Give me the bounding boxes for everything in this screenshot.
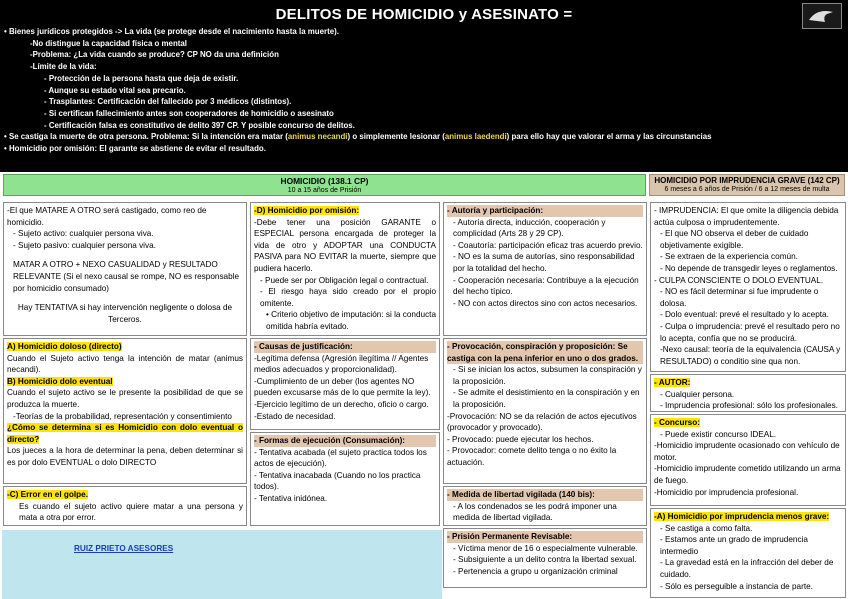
- col4-box1: - IMPRUDENCIA: El que omite la diligencia debida actúa culposa o imprudentemente. - El que NO observa el deber de cuidado objetivamente exigible. - Se extraen de la experiencia común. - No depende de transgedir leyes o reglamentos. - CULPA CONSCIENTE O DOLO EVENTUAL. - NO es fácil determinar si fue imprudente o dolosa. - Dolo eventual: prevé el resultado y lo acepta. - Culpa o imprudencia: prevé el resultado pero no lo acepta, confía que no se producirá. -Nexo causal: teoría de la equivalencia (CAUSA y RESULTADO) o conditio sine qua non.: [650, 202, 846, 372]
- intro-line: - Protección de la persona hasta que deja de existir.: [44, 73, 239, 83]
- col4-box2: - AUTOR: - Cualquier persona. - Imprudencia profesional: sólo los profesionales.: [650, 374, 846, 412]
- tag-formas-ejecucion: - Formas de ejecución (Consumación):: [254, 435, 436, 447]
- tag-autoria: - Autoría y participación:: [447, 205, 643, 217]
- tag-omision: -D) Homicidio por omisión:: [254, 206, 360, 215]
- intro-line: -Problema: ¿La vida cuando se produce? CP NO da una definición: [30, 50, 279, 60]
- tag-menos-grave: -A) Homicidio por imprudencia menos grave:: [654, 512, 830, 521]
- intro-line-animus: • Se castiga la muerte de otra persona. Problema: Si la intención era matar (animus necandi) o simplemente lesionar (animus laedendi) para ello hay que valorar el arma y las circunstancias: [4, 132, 712, 142]
- tag-autor: - AUTOR:: [654, 378, 691, 387]
- intro-line: - Si certifican fallecimiento antes son cooperadores de homicidio o asesinato: [44, 108, 334, 118]
- intro-line: - Certificación falsa es constitutivo de delito 397 CP. Y posible concurso de delitos.: [44, 120, 355, 130]
- col3-box3: - Medida de libertad vigilada (140 bis): - A los condenados se les podrá imponer una medida de libertad vigilada.: [443, 486, 647, 526]
- intro-line: -No distingue la capacidad física o mental: [30, 38, 187, 48]
- col3-box2: - Provocación, conspiración y proposición: Se castiga con la pena inferior en uno o dos grados. - Si se inician los actos, subsumen la conspiración y la proposición. - Se admite el desistimiento en la conspiración y en la proposición. -Provocación: NO se da relación de actos ejecutivos (provocador y provocado). - Provocado: puede ejecutar los hechos. - Provocador: comete delito tenga o no éxito la actuación.: [443, 338, 647, 484]
- tag-concurso: - Concurso:: [654, 418, 700, 427]
- col1-box1: -El que MATARE A OTRO será castigado, como reo de homicidio. - Sujeto activo: cualquier persona viva. - Sujeto pasivo: cualquier persona viva. MATAR A OTRO + NEXO CASUALIDAD y RESULTADO RELEVANTE (Si el nexo causal se rompe, NO es responsable por homicidio consumado) Hay TENTATIVA si hay intervención negligente o dolosa de Terceros.: [3, 202, 247, 336]
- tag-doloso-directo: A) Homicidio doloso (directo): [7, 342, 122, 351]
- intro-line: - Aunque su estado vital sea precario.: [44, 85, 186, 95]
- col4-box4: -A) Homicidio por imprudencia menos grave: - Se castiga a como falta. - Estamos ante un grado de imprudencia intermedio - La gravedad está en la infracción del deber de cuidado. - Sólo es perseguible a instancia de parte.: [650, 508, 846, 598]
- col3-box4: - Prisión Permanente Revisable: - Víctima menor de 16 o especialmente vulnerable. - Subsiguiente a un delito contra la libertad sexual. - Pertenencia a grupo u organización criminal: [443, 528, 647, 588]
- tag-dolo-eventual: B) Homicidio dolo eventual: [7, 376, 113, 386]
- intro-panel: [0, 0, 848, 172]
- intro-lines: [4, 26, 844, 155]
- col2-box2: - Causas de justificación: -Legítima defensa (Agresión ilegítima // Agentes medios adecuados y proporcionalidad). -Cumplimiento de un deber (los agentes NO pueden excusarse más de lo que permite la ley). -Ejercicio legítimo de un derecho, oficio o cargo. -Estado de necesidad.: [250, 338, 440, 430]
- tag-causas-justificacion: - Causas de justificación:: [254, 341, 436, 353]
- col3-box1: - Autoría y participación: - Autoría directa, inducción, cooperación y complicidad (Arts 28 y 29 CP). - Coautoría: participación eficaz tras acuerdo previo. - NO es la suma de autorías, sino responsabilidad por la totalidad del hecho. - Cooperación necesaria: Contribuye a la ejecución del hecho típico. - NO con actos directos sino con actos necesarios.: [443, 202, 647, 336]
- header-imprudencia: HOMICIDIO POR IMPRUDENCIA GRAVE (142 CP) 6 meses a 6 años de Prisión / 6 a 12 meses de multa: [649, 174, 845, 196]
- intro-line: -Límite de la vida:: [30, 62, 97, 72]
- col2-box3: - Formas de ejecución (Consumación): - Tentativa acabada (el sujeto practica todos los actos de ejecución). - Tentativa inacabada (Cuando no los practica todos). - Tentativa inidónea.: [250, 432, 440, 526]
- tag-provocacion: - Provocación, conspiración y proposición: Se castiga con la pena inferior en uno o dos grados.: [447, 341, 643, 364]
- tag-libertad-vigilada: - Medida de libertad vigilada (140 bis):: [447, 489, 643, 501]
- tag-prision-permanente: - Prisión Permanente Revisable:: [447, 531, 643, 543]
- header-homicidio: HOMICIDIO (138.1 CP) 10 a 15 años de Prisión: [3, 174, 646, 196]
- col1-box2: A) Homicidio doloso (directo) Cuando el Sujeto activo tenga la intención de matar (animus necandi). B) Homicidio dolo eventual Cuando el sujeto activo se le presente la posibilidad de que se produzca la muerte. -Teorías de la probabilidad, representación y consentimiento ¿Cómo se determina si es Homicidio con dolo eventual o directo? Los jueces a la hora de determinar la pena, deben determinar si es por dolo EVENTUAL o dolo DIRECTO: [3, 338, 247, 484]
- footer-link[interactable]: RUIZ PRIETO ASESORES: [74, 544, 174, 553]
- col2-box1: -D) Homicidio por omisión: -Debe tener una posición GARANTE o ESPECIAL persona encargada de proteger la vida de otro y ADOPTAR una CONDUCTA PASIVA para NO EVITAR la muerte, siempre que pudiera hacerlo. - Puede ser por Obligación legal o contractual. - El riesgo haya sido creado por el propio omitente. • Criterio objetivo de imputación: si la conducta omitida habría evitado.: [250, 202, 440, 336]
- tag-error-golpe: -C) Error en el golpe.: [7, 490, 88, 499]
- tag-como-determina: ¿Cómo se determina si es Homicidio con dolo eventual o directo?: [7, 423, 243, 444]
- intro-line: • Bienes jurídicos protegidos -> La vida (se protege desde el nacimiento hasta la muerte).: [4, 27, 339, 36]
- intro-line: - Trasplantes: Certificación del fallecido por 3 médicos (distintos).: [44, 97, 292, 107]
- page-title: DELITOS DE HOMICIDIO y ASESINATO =: [275, 6, 573, 23]
- intro-line-omision: • Homicidio por omisión: El garante se abstiene de evitar el resultado.: [4, 144, 266, 154]
- col4-box3: - Concurso: - Puede existir concurso IDEAL. -Homicidio imprudente ocasionado con vehículo de motor. -Homicidio imprudente cometido utilizando un arma de fuego. -Homicidio por imprudencia profesional.: [650, 414, 846, 506]
- col1-box3: -C) Error en el golpe. Es cuando el sujeto activo quiere matar a una persona y mata a otra por error.: [3, 486, 247, 526]
- footer-panel: [2, 530, 442, 599]
